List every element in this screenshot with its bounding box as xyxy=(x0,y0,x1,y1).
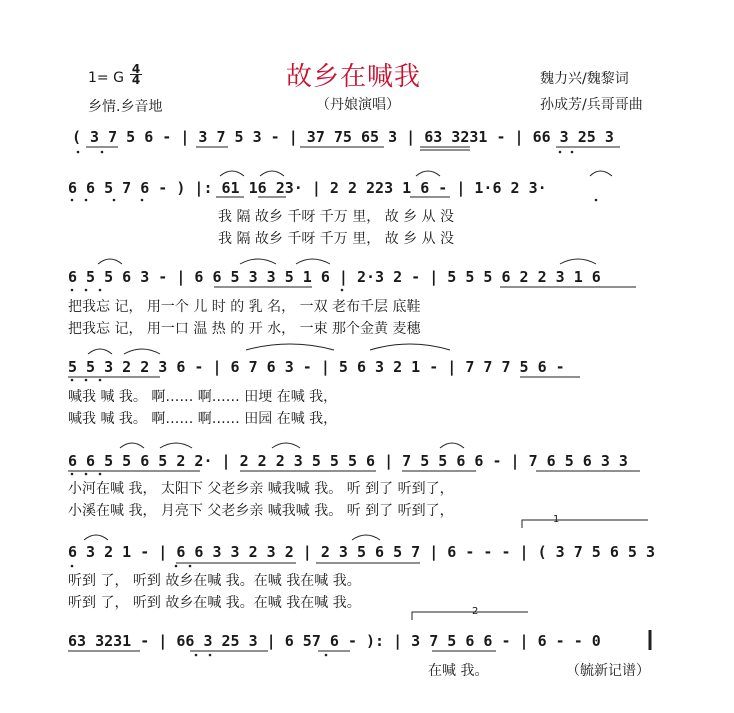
volta-2-label: 2 xyxy=(472,606,479,617)
volta-1-label: 1 xyxy=(553,514,560,525)
time-signature-bottom: 4 xyxy=(131,73,141,87)
score-row-3-lyric-2: 把我忘 记， 用一口 温 热 的 开 水， 一束 那个金黄 麦穗 xyxy=(68,321,421,337)
score-row-4-lyric-1: 喊我 喊 我。 啊…… 啊…… 田埂 在喊 我， xyxy=(68,389,338,405)
time-signature-top: 4 xyxy=(131,62,141,76)
score-row-5-lyric-1: 小河在喊 我， 太阳下 父老乡亲 喊我喊 我。 听 到了 听到了， xyxy=(68,481,454,497)
score-row-2-lyric-1: 我 隔 故乡 千呀 千万 里， 故 乡 从 没 xyxy=(218,209,455,225)
composer-credit: 孙成芳/兵哥哥曲 xyxy=(540,97,643,113)
key-signature: 1= G xyxy=(88,70,124,86)
score-row-2-lyric-2: 我 隔 故乡 千呀 千万 里， 故 乡 从 没 xyxy=(218,231,455,247)
lyricist-credit: 魏力兴/魏黎词 xyxy=(540,71,629,87)
singer-credit: （丹娘演唱） xyxy=(316,97,400,113)
score-row-4-lyric-2: 喊我 喊 我。 啊…… 啊…… 田园 在喊 我， xyxy=(68,411,338,427)
score-row-3-notes: 6 5 5 6 3 - | 6 6 5 3 3 5 1 6 | 2·3 2 - | 5 5 5 6 2 2 3 1 6 xyxy=(68,268,601,286)
score-row-5-lyric-2: 小溪在喊 我， 月亮下 父老乡亲 喊我喊 我。 听 到了 听到了， xyxy=(68,503,454,519)
transcriber-credit: （毓新记谱） xyxy=(566,663,650,679)
score-row-7-lyric: 在喊 我。 xyxy=(428,663,489,679)
score-row-6-lyric-1: 听到 了， 听到 故乡在喊 我。在喊 我在喊 我。 xyxy=(68,573,361,589)
score-row-2-notes: 6 6 5 7 6 - ) |: 61 16 23· | 2 2 223 1 6 - | 1·6 2 3· xyxy=(68,179,547,197)
score-row-4-notes: 5 5 3 2 2 3 6 - | 6 7 6 3 - | 5 6 3 2 1 - | 7 7 7 5 6 - xyxy=(68,358,565,376)
score-row-1-notes: ( 3 7 5 6 - | 3 7 5 3 - | 37 75 65 3 | 63 3231 - | 66 3 25 3 xyxy=(72,128,614,146)
score-row-5-notes: 6 6 5 5 6 5 2 2· | 2 2 2 3 5 5 5 6 | 7 5 5 6 6 - | 7 6 5 6 3 3 xyxy=(68,452,628,470)
score-row-7-notes: 63 3231 - | 66 3 25 3 | 6 57 6 - ): | 3 7 5 6 6 - | 6 - - 0 xyxy=(68,632,601,650)
song-title: 故乡在喊我 xyxy=(286,62,422,92)
score-row-3-lyric-1: 把我忘 记， 用一个 儿 时 的 乳 名， 一双 老布千层 底鞋 xyxy=(68,299,421,315)
style-marking: 乡情.乡音地 xyxy=(88,99,163,115)
score-row-6-notes: 6 3 2 1 - | 6 6 3 3 2 3 2 | 2 3 5 6 5 7 | 6 - - - | ( 3 7 5 6 5 3 xyxy=(68,543,655,561)
score-row-6-lyric-2: 听到 了， 听到 故乡在喊 我。在喊 我在喊 我。 xyxy=(68,595,361,611)
